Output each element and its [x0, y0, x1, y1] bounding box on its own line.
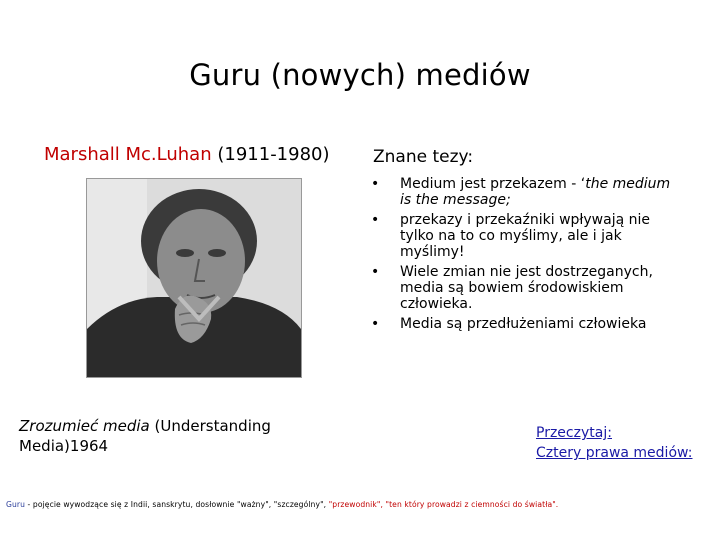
thesis-quote: the medium is the message;: [400, 176, 671, 208]
footnote-term: Guru: [6, 500, 26, 509]
bullet-icon: •: [371, 212, 380, 228]
author-line: [44, 144, 330, 165]
thesis-text: Medium jest przekazem - ‘: [400, 176, 586, 192]
book-details: (Understanding Media)1964: [19, 417, 271, 455]
footnote-highlight: "przewodnik", "ten który prowadzi z ciemności do światła".: [328, 500, 559, 509]
footnote: [6, 500, 718, 509]
theses-list: [371, 176, 671, 336]
book-caption: [19, 416, 299, 456]
slide-title: Guru (nowych) mediów: [189, 58, 531, 92]
theses-heading: Znane tezy:: [373, 147, 474, 167]
author-years: (1911-1980): [217, 144, 330, 165]
thesis-text: przekazy i przekaźniki wpływają nie tylko na to co myślimy, ale i jak myślimy!: [400, 212, 650, 260]
read-label[interactable]: Przeczytaj:: [536, 425, 612, 441]
read-more-link[interactable]: [536, 423, 692, 463]
thesis-item: [371, 176, 671, 208]
author-name: Marshall Mc.Luhan: [44, 144, 212, 165]
bullet-icon: •: [371, 316, 380, 332]
footnote-text: - pojęcie wywodzące się z Indii, sanskrytu, dosłownie "ważny", "szczególny",: [25, 500, 329, 509]
book-title: Zrozumieć media: [19, 417, 150, 435]
thesis-text: Media są przedłużeniami człowieka: [400, 316, 647, 332]
thesis-item: [371, 212, 671, 260]
thesis-text: Wiele zmian nie jest dostrzeganych, media są bowiem środowiskiem człowieka.: [400, 264, 653, 312]
bullet-icon: •: [371, 176, 380, 192]
portrait-image: [87, 179, 301, 377]
thesis-item: [371, 316, 671, 332]
read-link-title[interactable]: Cztery prawa mediów:: [536, 445, 693, 461]
bullet-icon: •: [371, 264, 380, 280]
author-photo: [86, 178, 302, 378]
thesis-item: [371, 264, 671, 312]
